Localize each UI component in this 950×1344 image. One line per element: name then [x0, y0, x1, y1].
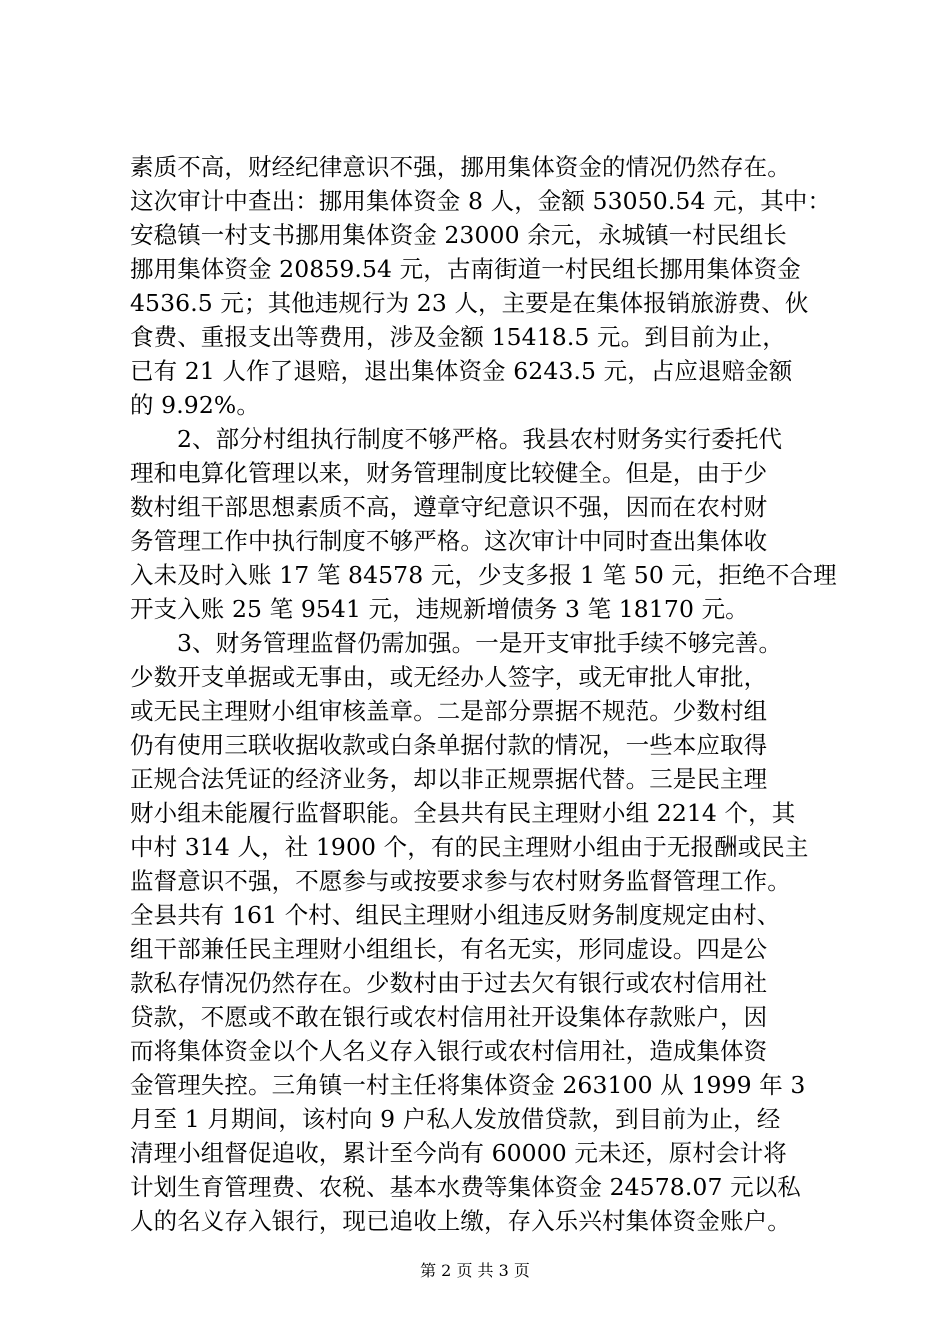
text-line: 组干部兼任民主理财小组组长，有名无实，形同虚设。四是公: [130, 935, 768, 963]
text-line: 食费、重报支出等费用，涉及金额 15418.5 元。到目前为止，: [130, 323, 786, 351]
text-line: 务管理工作中执行制度不够严格。这次审计中同时查出集体收: [130, 527, 768, 555]
text-line: 挪用集体资金 20859.54 元，古南街道一村民组长挪用集体资金: [130, 255, 801, 283]
text-line: 正规合法凭证的经济业务，却以非正规票据代替。三是民主理: [130, 765, 768, 793]
text-line: 仍有使用三联收据收款或白条单据付款的情况，一些本应取得: [130, 731, 768, 759]
text-line: 的 9.92%。: [130, 391, 260, 419]
text-line: 4536.5 元；其他违规行为 23 人，主要是在集体报销旅游费、伙: [130, 289, 809, 317]
text-line: 安稳镇一村支书挪用集体资金 23000 余元，永城镇一村民组长: [130, 221, 787, 249]
text-line: 而将集体资金以个人名义存入银行或农村信用社，造成集体资: [130, 1037, 768, 1065]
text-line: 月至 1 月期间，该村向 9 户私人发放借贷款，到目前为止，经: [130, 1105, 781, 1133]
text-line: 理和电算化管理以来，财务管理制度比较健全。但是，由于少: [130, 459, 768, 487]
text-line: 清理小组督促追收，累计至今尚有 60000 元未还，原村会计将: [130, 1139, 787, 1167]
text-line: 金管理失控。三角镇一村主任将集体资金 263100 从 1999 年 3: [130, 1071, 806, 1099]
text-line: 款私存情况仍然存在。少数村由于过去欠有银行或农村信用社: [130, 969, 768, 997]
text-line: 开支入账 25 笔 9541 元，违规新增债务 3 笔 18170 元。: [130, 595, 749, 623]
text-line: 计划生育管理费、农税、基本水费等集体资金 24578.07 元以私: [130, 1173, 801, 1201]
text-line: 财小组未能履行监督职能。全县共有民主理财小组 2214 个，其: [130, 799, 796, 827]
text-line: 贷款，不愿或不敢在银行或农村信用社开设集体存款账户，因: [130, 1003, 768, 1031]
page-footer: 第 2 页 共 3 页: [420, 1261, 530, 1280]
text-line: 2、部分村组执行制度不够严格。我县农村财务实行委托代: [177, 425, 783, 453]
text-line: 或无民主理财小组审核盖章。二是部分票据不规范。少数村组: [130, 697, 768, 725]
text-line: 监督意识不强，不愿参与或按要求参与农村财务监督管理工作。: [130, 867, 791, 895]
text-line: 3、财务管理监督仍需加强。一是开支审批手续不够完善。: [177, 629, 783, 657]
text-line: 数村组干部思想素质不高，遵章守纪意识不强，因而在农村财: [130, 493, 768, 521]
text-line: 素质不高，财经纪律意识不强，挪用集体资金的情况仍然存在。: [130, 153, 791, 181]
text-line: 全县共有 161 个村、组民主理财小组违反财务制度规定由村、: [130, 901, 781, 929]
text-line: 中村 314 人，社 1900 个，有的民主理财小组由于无报酬或民主: [130, 833, 809, 861]
text-line: 人的名义存入银行，现已追收上缴，存入乐兴村集体资金账户。: [130, 1207, 791, 1235]
text-line: 已有 21 人作了退赔，退出集体资金 6243.5 元，占应退赔金额: [130, 357, 793, 385]
text-line: 这次审计中查出：挪用集体资金 8 人，金额 53050.54 元，其中：: [130, 187, 832, 215]
text-line: 入未及时入账 17 笔 84578 元，少支多报 1 笔 50 元，拒绝不合理: [130, 561, 837, 589]
body-text: [130, 150, 850, 1238]
text-line: 少数开支单据或无事由，或无经办人签字，或无审批人审批，: [130, 663, 768, 691]
